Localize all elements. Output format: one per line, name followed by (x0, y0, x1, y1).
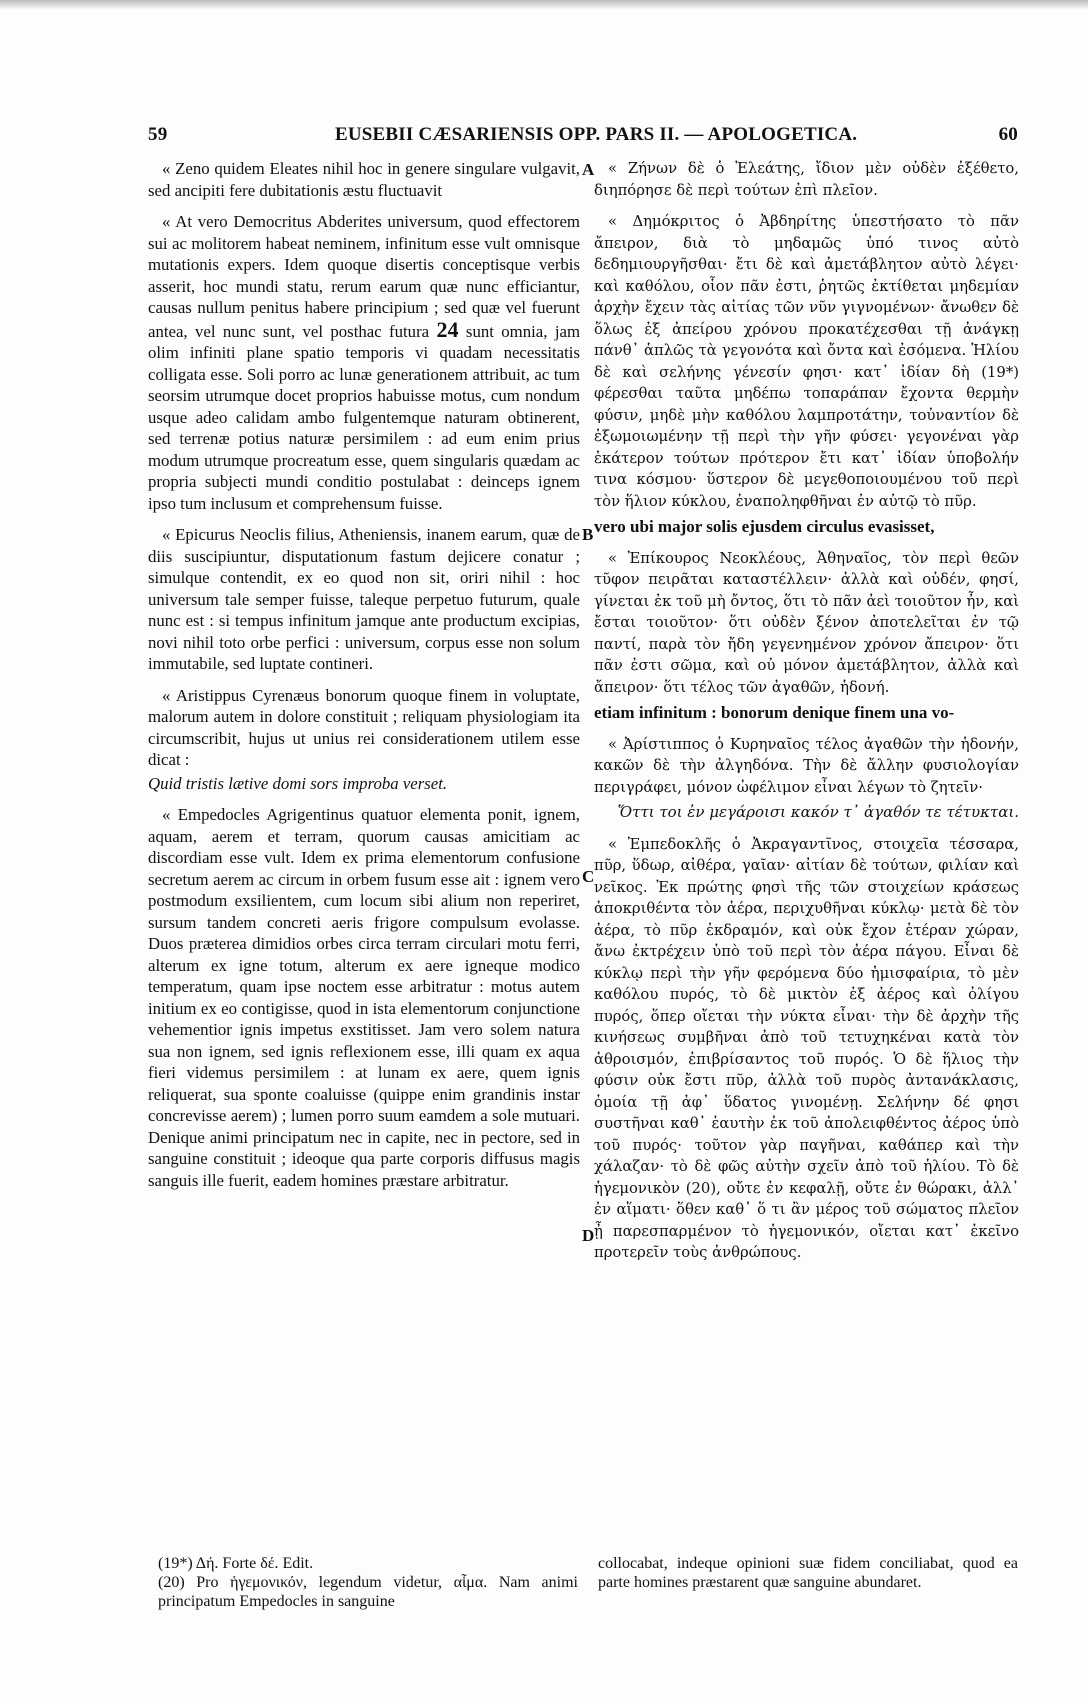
scan-edge (0, 0, 1088, 10)
footnotes-right (598, 1554, 1018, 1592)
page-number-right: 60 (998, 124, 1018, 145)
empedocles-paragraph-latin: « Empedocles Agrigentinus quatuor elementa ponit, ignem, aquam, aerem et terram, quorum causas amicitiam ac discordiam esse vult. Idem ex prima elementorum confusione secretum aerem ac circum in orbem fusum esse ait : ignem vero postmodum exsilientem, cum locum sibi alium non reperiret, sursum tandem concreti aeris frigore compulsum evolasse. Duos præterea dimidios orbes circa terram circulari motu ferri, alterum ex igne totum, alterum ex aere igneque modico temperatum, quam ipse noctem esse arbitratur : motus autem initium ex eo contigisse, quod in ista elementorum conjunctione vehementior ignis impetus exstitisset. Jam vero solem natura sua non ignem, sed ignis reflexionem esse, illi quam ex aqua fieri videmus persimilem : at lunam ex aere, quem ignis reliquerat, sua sponte coaluisse (quippe enim grandinis instar concrevisse aerem) ; lumen porro suum eamdem a sole mutuari. Denique animi principatum nec in capite, nec in pectore, sed in sanguine constituit ; ideoque qua parte corporis diffusus magis sanguis ille fuerit, eadem homines præstare arbitratur. (148, 805, 580, 1190)
latin-column (148, 158, 580, 1191)
margin-letter-d: D (582, 1226, 595, 1245)
margin-letter-b: B (582, 525, 594, 544)
epicurus-paragraph-latin: « Epicurus Neoclis filius, Atheniensis, inanem earum, quæ de diis suscipiuntur, disputationum fastum dejicere conatur ; simulque contendit, ex eo quod non sit, oriri nihil : hoc universum tale semper fuisse, taleque perpetuo futurum, quale nunc est : si tempus infinitum jamque ante productum excipias, novi nihil toto orbe perfici : universum, corpus esse non solum immutabile, sed luptate contineri. (148, 525, 580, 673)
margin-letter-c: C (582, 867, 595, 886)
democritus-text-a: « At vero Democritus Abderites universum, quod effectorem sui ac molitorem habeat neminem, infinitum esse vult omnisque mutationis expers. Idem quoque disertis conceptisque verbis asserit, hoc mundi statu, rerum earum quæ nunc efficiantur, causas nullum penitus habere principium ; sed quæ vel fuerunt antea, vel nunc sunt, vel posthac futura (148, 212, 580, 341)
verse-greek: Ὅττι τοι ἐν μεγάροισι κακόν τ᾽ ἀγαθόν τε τέτυκται. (617, 803, 1019, 821)
democritus-paragraph-greek: « Δημόκριτος ὁ Ἀβδηρίτης ὑπεστήσατο τὸ πᾶν ἄπειρον, διὰ τὸ μηδαμῶς ὑπό τινος αὐτὸ δεδημιουργῆσθαι· ἔτι δὲ καὶ ἀμετάβλητον αὐτὸ λέγει· καὶ καθόλου, οἷον πᾶν ἐστι, ῥητῶς ἐκτίθεται μηδεμίαν ἀρχὴν ἔχειν τὰς αἰτίας τῶν νῦν γιγνομένων· ἄνωθεν δὲ ὅλως ἐξ ἀπείρου χρόνου προκατέχεσθαι τῇ ἀνάγκῃ πάνθ᾽ ἁπλῶς τὰ γεγονότα καὶ ὄντα καὶ ἐσόμενα. Ἡλίου δὲ καὶ σελήνης γένεσίν φησι· κατ᾽ ἰδίαν δὴ (19*) φέρεσθαι ταῦτα μηδέπω τοπαράπαν ἔχοντα θερμὴν φύσιν, μηδὲ μὴν καθόλου λαμπροτάτην, τοὐναντίον δὲ ἐξωμοιωμένην τῇ περὶ τὴν γῆν φύσει· γεγονέναι γὰρ ἑκάτερον τούτων πρότερον ἔτι κατ᾽ ἰδίαν ὑποβολήν τινα κόσμου· ὕστερον δὲ μεγεθοποιουμένου τοῦ περὶ τὸν ἥλιον κύκλου, ἐναποληφθῆναι ἐν αὐτῷ τὸ πῦρ. (594, 213, 1019, 510)
column-number: 24 (436, 316, 459, 342)
epicurus-paragraph-greek: « Ἐπίκουρος Νεοκλέους, Ἀθηναῖος, τὸν περὶ θεῶν τῦφον πειρᾶται καταστέλλειν· ἀλλὰ καὶ οὐδέν, φησί, γίνεται ἐκ τοῦ μὴ ὄντος, ὅτι τὸ πᾶν ἀεὶ τοιοῦτον ἦν, καὶ ἔσται τοιοῦτον· ὅτι οὐδὲν ξένον ἀποτελεῖται ἐν τῷ παντί, παρὰ τὸν ἤδη γεγενημένον χρόνον ἄπειρον· ὅτι πᾶν ἐστι σῶμα, καὶ οὐ μόνον ἀμετάβλητον, ἀλλὰ καὶ ἄπειρον· ὅτι τέλος τῶν ἀγαθῶν, ἡδονή. (594, 549, 1019, 696)
latin-continuation-2: etiam infinitum : bonorum denique finem una vo- (594, 703, 955, 722)
zeno-paragraph-greek: « Ζήνων δὲ ὁ Ἐλεάτης, ἴδιον μὲν οὐδὲν ἐξέθετο, διηπόρησε δὲ περὶ τούτων ἐπὶ πλεῖον. (594, 160, 1019, 199)
footnote-19: (19*) Δή. Forte δέ. Edit. (158, 1555, 314, 1572)
greek-column (594, 158, 1019, 1264)
margin-letter-a: A (582, 160, 595, 179)
verse-latin: Quid tristis lætive domi sors improba verset. (148, 773, 448, 793)
footnote-20: (20) Pro ἡγεμονικόν, legendum videtur, αἷμα. Nam animi principatum Empedocles in sanguine (158, 1574, 578, 1610)
page-number-left: 59 (148, 124, 168, 145)
aristippus-paragraph-greek: « Ἀρίστιππος ὁ Κυρηναῖος τέλος ἀγαθῶν τὴν ἡδονήν, κακῶν δὲ τὴν ἀλγηδόνα. Τὴν δὲ ἄλλην φυσιολογίαν περιγράφει, μόνον ὠφέλιμον εἶναι λέγων τὸ ζητεῖν· (594, 735, 1019, 796)
democritus-text-b: sunt omnia, jam olim infiniti plane spatio temporis vi quadam necessitatis colligata esse. Soli porro ac lunæ generationem attribuit, ac tum seorsim utrumque docet proprios habuisse motus, cum nondum usque adeo calidam ambo fulgentemque naturam obtinerent, sed terrenæ potius naturæ persimilem : ad eum enim prius modum utrumque procreatum esse, quem singularis quædam ac propria subjecti mundi conditio postulabat : deinceps ignem ipso tum inclusum et comprehensum fuisse. (148, 321, 580, 513)
footnote-20-continuation: collocabat, indeque opinioni suæ fidem conciliabat, quod ea parte homines præstarent quæ sanguine abundaret. (598, 1555, 1018, 1591)
latin-continuation-1: vero ubi major solis ejusdem circulus evasisset, (594, 517, 935, 536)
footnotes-left (158, 1554, 578, 1611)
aristippus-paragraph-latin: « Aristippus Cyrenæus bonorum quoque finem in voluptate, malorum autem in dolore constituit ; reliquam physiologiam ita circumscribit, hujus ut unius rei considerationem utilem esse dicat : (148, 685, 580, 769)
running-header (148, 124, 1018, 150)
running-title: EUSEBII CÆSARIENSIS OPP. PARS II. — APOLOGETICA. (335, 124, 858, 145)
zeno-paragraph-latin: « Zeno quidem Eleates nihil hoc in genere singulare vulgavit, sed ancipiti fere dubitationis æstu fluctuavit (148, 159, 580, 200)
democritus-paragraph-latin (148, 211, 580, 514)
empedocles-paragraph-greek: « Ἐμπεδοκλῆς ὁ Ἀκραγαντῖνος, στοιχεῖα τέσσαρα, πῦρ, ὕδωρ, αἰθέρα, γαῖαν· αἰτίαν δὲ τούτων, φιλίαν καὶ νεῖκος. Ἐκ πρώτης φησὶ τῆς τῶν στοιχείων κράσεως ἀποκριθέντα τὸν ἀέρα, περιχυθῆναι κύκλῳ· μετὰ δὲ τὸν ἀέρα, τὸ πῦρ ἐκδραμόν, καὶ οὐκ ἔχον ἑτέραν χώραν, ἄνω ἐκτρέχειν ὑπὸ τοῦ περὶ τὸν ἀέρα πάγου. Εἶναι δὲ κύκλῳ περὶ τὴν γῆν φερόμενα δύο ἡμισφαίρια, τὸ μὲν καθόλου πυρός, τὸ δὲ μικτὸν ἐξ ἀέρος καὶ ὀλίγου πυρός, ὅπερ οἴεται τὴν νύκτα εἶναι· τὴν δὲ ἀρχὴν τῆς κινήσεως συμβῆναι ἀπὸ τοῦ τετυχηκέναι κατὰ τὸν ἀθροισμόν, ἐπιβρίσαντος τοῦ πυρός. Ὁ δὲ ἥλιος τὴν φύσιν οὐκ ἔστι πῦρ, ἀλλὰ τοῦ πυρὸς ἀντανάκλασις, ὁμοία τῇ ἀφ᾽ ὕδατος γινομένῃ. Σελήνην δέ φησι συστῆναι καθ᾽ ἑαυτὴν ἐκ τοῦ ἀπολειφθέντος ἀέρος ὑπὸ τοῦ πυρός· τοῦτον γὰρ παγῆναι, καθάπερ καὶ τὴν χάλαζαν· τὸ δὲ φῶς αὐτὴν σχεῖν ἀπὸ τοῦ ἡλίου. Τὸ δὲ ἡγεμονικὸν (20), οὔτε ἐν κεφαλῇ, οὔτε ἐν θώρακι, ἀλλ᾽ ἐν αἵματι· ὅθεν καθ᾽ ὅ τι ἂν μέρος τοῦ σώματος πλεῖον ᾖ παρεσπαρμένον τὸ ἡγεμονικόν, οἴεται κατ᾽ ἐκεῖνο προτερεῖν τοὺς ἀνθρώπους. (594, 835, 1019, 1261)
